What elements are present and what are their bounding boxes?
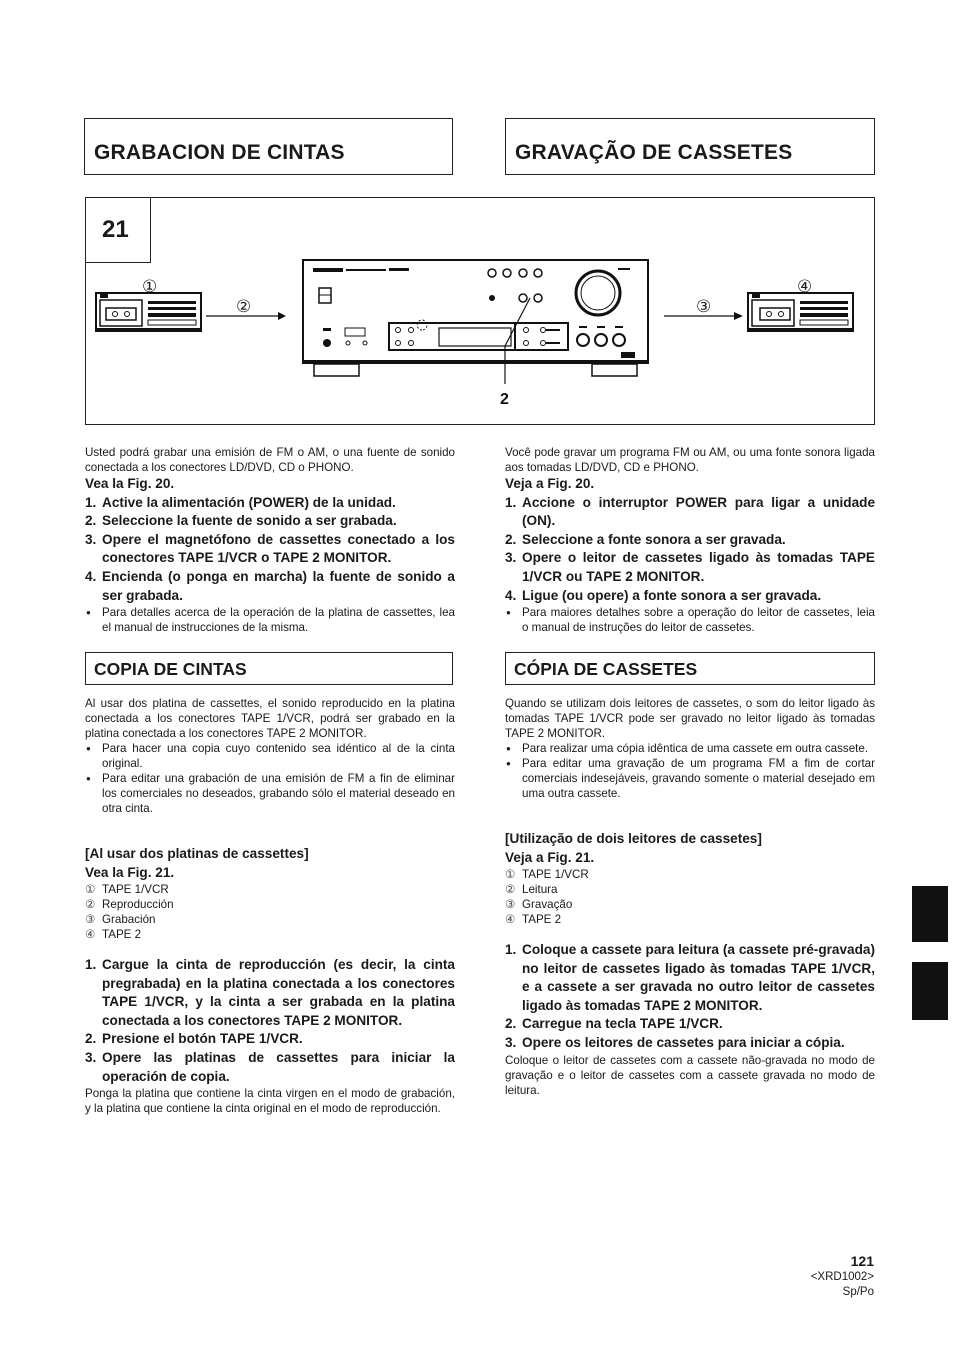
step-number: 3. [85,1049,97,1065]
step-text: Opere el magnetófono de cassettes conectado a los conectores TAPE 1/VCR o TAPE 2 MONITOR. [102,531,455,566]
step-text: Seleccione a fonte sonora a ser gravada. [522,531,786,547]
portuguese-copy-step [505,1015,875,1034]
spanish-see-fig-20: Vea la Fig. 20. [85,476,175,491]
step-text: Coloque a cassete para leitura (a cassete pré-gravada) no leitor de cassetes ligado às tomadas TAPE 1/VCR, e a cassete a ser gravada no outro leitor de cassetes ligado às tomadas TAPE 2 MONITOR. [522,942,875,1013]
portuguese-copy-intro: Quando se utilizam dois leitores de cassetes, o som do leitor ligado às tomadas TAPE 1/VCR pode ser gravado no leitor ligado às tomadas TAPE 2 MONITOR. [505,697,875,740]
legend-item [505,912,875,927]
portuguese-section-title: CÓPIA DE CASSETES [514,659,698,679]
step-text: Opere las platinas de cassettes para iniciar la operación de copia. [102,1049,455,1084]
portuguese-intro: Você pode gravar um programa FM ou AM, ou uma fonte sonora ligada aos tomadas LD/DVD, CD e PHONO. [505,446,875,474]
spanish-copy-bullet: ● Para editar una grabación de una emisión de FM a fin de eliminar los comerciales no deseados, grabando sólo el material deseado en otra cinta. [85,771,455,816]
legend-callout: ① [85,883,96,897]
legend-callout: ① [505,868,516,882]
legend-text: Grabación [102,913,156,927]
legend-item [505,897,875,912]
legend-callout: ④ [85,928,96,942]
language-code: Sp/Po [842,1286,874,1298]
callout-1: ① [142,277,158,297]
spanish-procedure-column [85,845,455,942]
spanish-copy-column [85,696,455,816]
legend-item [505,882,875,897]
portuguese-copy-steps [505,941,875,1098]
step-number: 2. [85,513,97,529]
legend-callout: ③ [505,898,516,912]
portuguese-step [505,531,875,550]
legend-callout: ② [85,898,96,912]
portuguese-see-fig-21: Veja a Fig. 21. [505,849,595,865]
legend-text: TAPE 1/VCR [102,883,169,897]
spanish-copy-bullet: ● Para hacer una copia cuyo contenido sea idéntico al de la cinta original. [85,741,455,771]
legend-text: Reproducción [102,898,174,912]
portuguese-step [505,587,875,606]
legend-item [505,867,875,882]
legend-text: Gravação [522,898,573,912]
portuguese-section-box [505,652,875,685]
spanish-note: ● Para detalles acerca de la operación de la platina de cassettes, lea el manual de instrucciones de la misma. [85,605,455,635]
portuguese-sub-heading: [Utilização de dois leitores de cassetes] [505,831,762,846]
spanish-header-box [84,118,453,175]
step-text: Active la alimentación (POWER) de la unidad. [102,494,396,510]
portuguese-copy-note: Coloque o leitor de cassetes com a cassete não-gravada no modo de gravação e o leitor de cassetes com a cassete gravada no modo de leitura. [505,1053,875,1097]
spanish-see-fig-21: Vea la Fig. 21. [85,864,175,880]
spanish-page-title: GRABACION DE CINTAS [94,141,345,164]
portuguese-procedure-column [505,830,875,927]
step-number: 3. [505,550,517,566]
step-number: 4. [505,587,517,603]
step-number: 1. [505,942,517,957]
step-text: Encienda (o ponga en marcha) la fuente de sonido a ser grabada. [102,568,455,603]
left-cassette-deck [96,293,201,332]
figure-number: 21 [102,216,129,243]
portuguese-recording-column [505,445,875,635]
portuguese-note: ● Para maiores detalhes sobre a operação do leitor de cassetes, leia o manual de instruções do leitor de cassetes. [505,605,875,635]
spanish-copy-steps [85,956,455,1116]
portuguese-step [505,494,875,531]
spanish-step [85,568,455,605]
edge-tab-marker [912,962,948,1020]
legend-callout: ③ [85,913,96,927]
portuguese-copy-column [505,696,875,801]
step-number: 1. [85,494,97,510]
right-cassette-deck [748,293,853,332]
step-text: Opere o leitor de cassetes ligado às tomadas TAPE 1/VCR ou TAPE 2 MONITOR. [522,550,875,584]
pointer-label: 2 [500,391,509,408]
portuguese-copy-bullet: ● Para realizar uma cópia idêntica de uma cassete em outra cassete. [505,741,875,756]
legend-item [85,882,455,897]
figure-illustration [86,198,876,426]
spanish-copy-step [85,1049,455,1086]
callout-4: ④ [797,277,813,297]
portuguese-copy-step [505,1034,875,1053]
spanish-step [85,512,455,531]
page-number: 121 [850,1253,874,1269]
spanish-step [85,531,455,568]
legend-item [85,897,455,912]
edge-tab-marker [912,886,948,942]
step-text: Cargue la cinta de reproducción (es decir, la cinta pregrabada) en la platina conectada a los conectores TAPE 1/VCR, y la cinta a ser grabada en la platina conectada a los conectores TAPE 2 MONITOR. [102,957,455,1028]
step-text: Seleccione la fuente de sonido a ser grabada. [102,513,397,529]
step-number: 2. [505,531,517,547]
step-number: 4. [85,568,97,584]
portuguese-header-box [505,118,875,175]
step-text: Opere os leitores de cassetes para iniciar a cópia. [522,1034,845,1050]
spanish-copy-intro: Al usar dos platina de cassettes, el sonido reproducido en la platina conectada a los conectores TAPE 1/VCR, podrá ser grabado en la platina conectada a los conectores TAPE 2 MONITOR. [85,697,455,740]
step-text: Presione el botón TAPE 1/VCR. [102,1031,303,1047]
spanish-section-box [85,652,453,685]
legend-text: TAPE 2 [522,913,562,927]
portuguese-copy-step [505,941,875,1015]
legend-text: TAPE 1/VCR [522,868,589,882]
spanish-step [85,494,455,513]
portuguese-step [505,549,875,586]
legend-callout: ② [505,883,516,897]
step-text: Accione o interruptor POWER para ligar a unidade (ON). [522,494,875,529]
legend-callout: ④ [505,913,516,927]
step-number: 3. [505,1034,517,1050]
spanish-copy-step [85,956,455,1030]
spanish-section-title: COPIA DE CINTAS [94,659,247,679]
spanish-copy-note: Ponga la platina que contiene la cinta virgen en el modo de grabación, y la platina que contiene la cinta original en el modo de reproducción. [85,1087,455,1116]
callout-2: ② [236,297,252,317]
legend-item [85,927,455,942]
legend-item [85,912,455,927]
step-number: 1. [85,957,97,972]
page-footer [811,1253,874,1300]
document-code: <XRD1002> [810,1271,874,1283]
legend-text: Leitura [522,883,558,897]
step-number: 1. [505,494,517,510]
legend-text: TAPE 2 [102,928,142,942]
spanish-copy-step [85,1030,455,1049]
step-text: Ligue (ou opere) a fonte sonora a ser gravada. [522,587,822,603]
step-number: 2. [85,1031,97,1047]
portuguese-see-fig-20: Veja a Fig. 20. [505,476,595,491]
spanish-intro: Usted podrá grabar una emisión de FM o AM, o una fuente de sonido conectada a los conectores LD/DVD, CD o PHONO. [85,446,455,474]
portuguese-copy-bullet: ● Para editar uma gravação de um programa FM a fim de cortar comerciais indesejáveis, gravando somente o material desejado em uma outra cassete. [505,756,875,801]
figure-21 [85,197,875,425]
step-text: Carregue na tecla TAPE 1/VCR. [522,1016,723,1032]
callout-3: ③ [696,297,712,317]
spanish-sub-heading: [Al usar dos platinas de cassettes] [85,846,309,861]
spanish-recording-column [85,445,455,635]
step-number: 2. [505,1016,517,1032]
receiver-unit [303,260,648,384]
step-number: 3. [85,531,97,547]
portuguese-page-title: GRAVAÇÃO DE CASSETES [515,141,793,164]
